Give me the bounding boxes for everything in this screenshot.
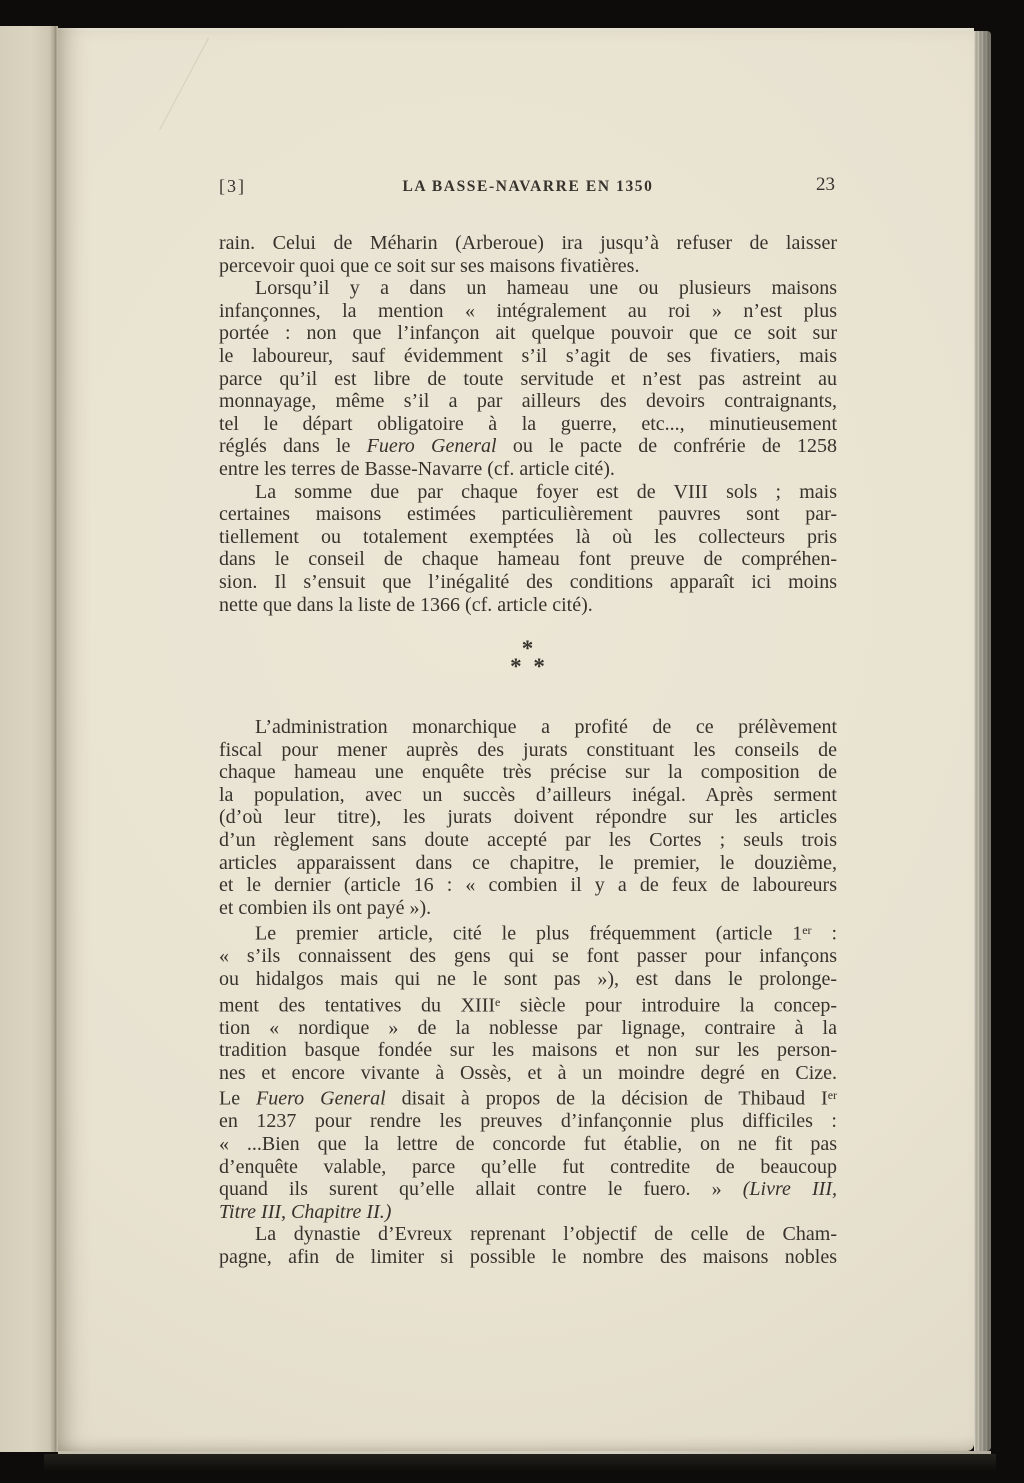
text-line: et combien ils ont payé »). — [219, 896, 432, 919]
page-number: 23 — [816, 174, 835, 195]
text-line: monnayage, même s’il a par ailleurs des devoirs contraignants, — [219, 390, 837, 413]
paragraph — [219, 1223, 837, 1268]
text-line: ment des tentatives du XIIIe siècle pour introduire la concep- — [219, 994, 837, 1016]
text-line: « ...Bien que la lettre de concorde fut établie, on ne fit pas — [219, 1132, 837, 1155]
running-header — [219, 174, 837, 200]
text-line: parce qu’il est libre de toute servitude et n’est pas astreint au — [219, 367, 837, 390]
text-line: sion. Il s’ensuit que l’inégalité des conditions apparaît ici moins — [219, 570, 837, 593]
text-line: portée : non que l’infançon ait quelque pouvoir que ce soit sur — [219, 322, 837, 345]
text-line: tiellement ou totalement exemptées là où les collecteurs pris — [219, 525, 837, 548]
text-line: Le premier article, cité le plus fréquemment (article 1er : — [255, 922, 838, 945]
text-line: nette que dans la liste de 1366 (cf. article cité). — [219, 593, 593, 616]
asterism-star-row: * — [521, 636, 535, 662]
text-line: (d’où leur titre), les jurats doivent répondre sur les articles — [219, 806, 837, 829]
book-page — [58, 28, 974, 1451]
text-line: le laboureur, sauf évidemment s’il s’agit de ses fivatiers, mais — [219, 344, 837, 367]
paragraph — [219, 481, 837, 617]
text-line: percevoir quoi que ce soit sur ses maisons fivatières. — [219, 254, 640, 277]
text-line: chaque hameau une enquête très précise sur la composition de — [219, 761, 837, 784]
text-line: tion « nordique » de la noblesse par lignage, contraire à la — [219, 1016, 837, 1039]
text-line: en 1237 pour rendre les preuves d’infançonnie plus difficiles : — [219, 1110, 837, 1133]
text-line: quand ils surent qu’elle allait contre le fuero. » (Livre III, — [219, 1178, 837, 1201]
text-line: La dynastie d’Evreux reprenant l’objectif de celle de Cham- — [255, 1223, 837, 1246]
paragraph — [219, 919, 837, 1223]
text-line: infançonnes, la mention « intégralement au roi » n’est plus — [219, 299, 837, 322]
paragraph — [219, 232, 837, 277]
text-line: tradition basque fondée sur les maisons et non sur les person- — [219, 1039, 837, 1062]
text-line: « s’ils connaissent des gens qui se font passer pour infançons — [219, 945, 837, 968]
paragraph — [219, 277, 837, 480]
asterism-divider — [219, 616, 837, 716]
text-line: fiscal pour mener auprès des jurats constituant les conseils de — [219, 738, 837, 761]
text-line: nes et encore vivante à Ossès, et à un moindre degré en Cize. — [219, 1061, 837, 1084]
section-bracket-number: [3] — [219, 176, 246, 196]
text-line: pagne, afin de limiter si possible le nombre des maisons nobles — [219, 1245, 837, 1268]
paper-scratch-mark — [159, 38, 209, 130]
text-line: dans le conseil de chaque hameau font preuve de compréhen- — [219, 548, 837, 571]
text-body — [219, 232, 837, 1269]
paragraph — [219, 716, 837, 919]
text-line: tel le départ obligatoire à la guerre, etc..., minutieusement — [219, 412, 837, 435]
text-line: ou hidalgos mais qui ne le sont pas »), est dans le prolonge- — [219, 968, 837, 991]
text-line: articles apparaissent dans ce chapitre, le premier, le douzième, — [219, 851, 837, 874]
text-line: d’enquête valable, parce qu’elle fut contredite de beaucoup — [219, 1155, 837, 1178]
page-stack-edge-right — [974, 31, 991, 1451]
text-line: La somme due par chaque foyer est de VIII sols ; mais — [255, 480, 837, 503]
asterism-star-row: * * — [510, 654, 546, 680]
text-line: rain. Celui de Méharin (Arberoue) ira jusqu’à refuser de laisser — [219, 232, 837, 254]
text-line: d’un règlement sans doute accepté par les Cortes ; seuls trois — [219, 829, 837, 852]
text-line: Lorsqu’il y a dans un hameau une ou plusieurs maisons — [255, 277, 837, 300]
text-line: certaines maisons estimées particulièrement pauvres sont par- — [219, 503, 837, 526]
facing-page-edge — [0, 26, 56, 1452]
page-bottom-shadow — [44, 1454, 996, 1472]
text-line: L’administration monarchique a profité de ce prélèvement — [255, 716, 837, 739]
text-line: Le Fuero General disait à propos de la décision de Thibaud Ier — [219, 1087, 838, 1110]
text-line: entre les terres de Basse-Navarre (cf. article cité). — [219, 457, 615, 480]
text-line: réglés dans le Fuero General ou le pacte de confrérie de 1258 — [219, 435, 837, 458]
text-line: Titre III, Chapitre II.) — [219, 1200, 392, 1223]
text-line: et le dernier (article 16 : « combien il y a de feux de laboureurs — [219, 874, 837, 897]
text-line: la population, avec un succès d’ailleurs inégal. Après serment — [219, 783, 837, 806]
running-title: LA BASSE-NAVARRE EN 1350 — [402, 178, 654, 195]
